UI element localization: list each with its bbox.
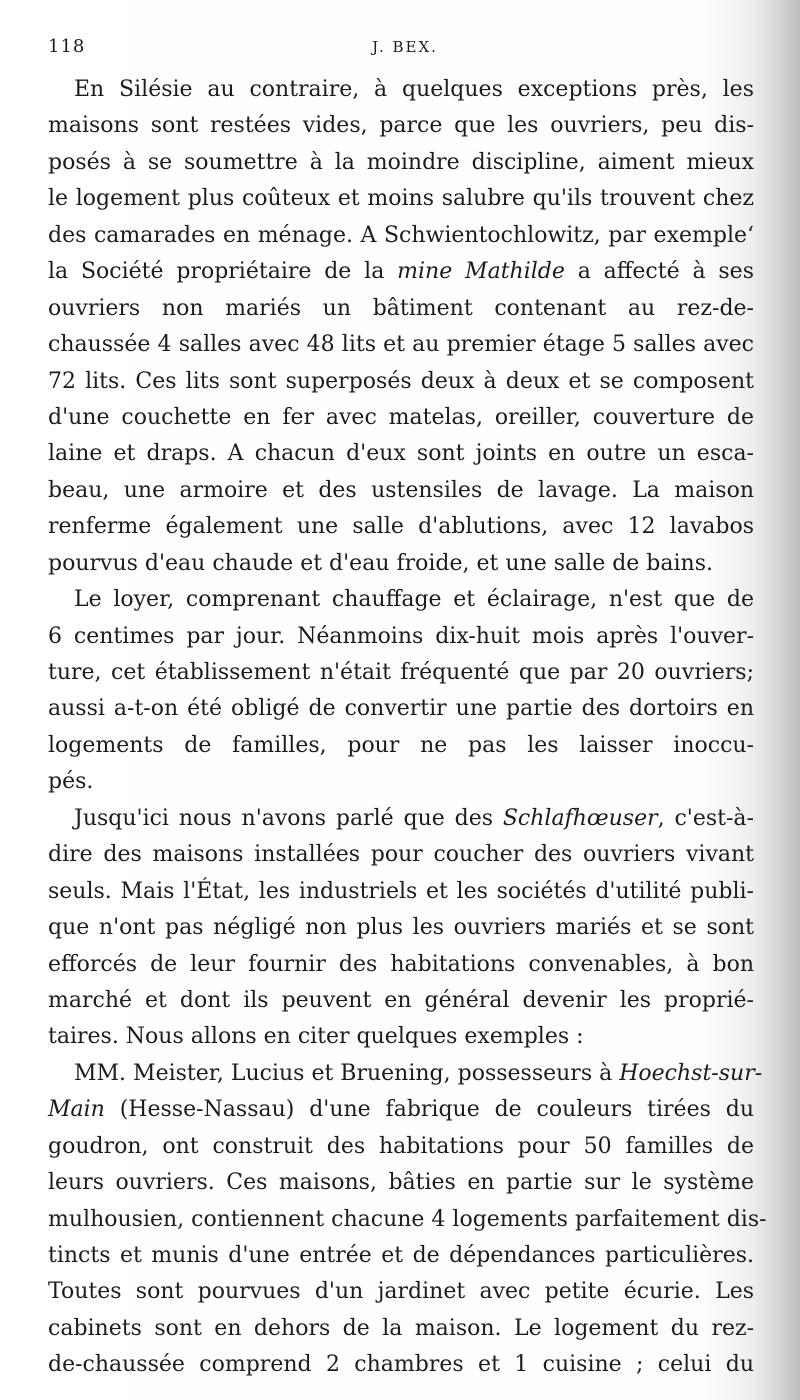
text-line	[48, 1092, 754, 1128]
text-line: pourvus d'eau chaude et d'eau froide, et une salle de bains.	[48, 550, 713, 576]
text-line: laine et draps. A chacun d'eux sont joints en outre un esca-	[48, 441, 754, 467]
text-line: Le loyer, comprenant chauffage et éclairage, n'est que de	[74, 587, 754, 613]
text-line: le logement plus coûteux et moins salubre qu'ils trouvent chez	[48, 186, 754, 212]
text-span: Jusqu'ici nous n'avons parlé que des	[74, 805, 503, 831]
text-span: MM. Meister, Lucius et Bruening, possesseurs à	[74, 1060, 620, 1086]
page-header	[48, 34, 762, 62]
text-line: pés.	[48, 769, 94, 795]
text-line: seuls. Mais l'État, les industriels et les sociétés d'utilité publi-	[48, 878, 754, 904]
text-line: chaussée 4 salles avec 48 lits et au premier étage 5 salles avec	[48, 332, 754, 358]
italic-text: mine Mathilde	[397, 259, 565, 285]
text-line: que n'ont pas négligé non plus les ouvriers mariés et se sont	[48, 915, 754, 941]
running-head: J. BEX.	[372, 38, 438, 56]
text-line: taires. Nous allons en citer quelques exemples :	[48, 1024, 584, 1050]
text-line: En Silésie au contraire, à quelques exceptions près, les	[74, 77, 754, 102]
text-line: posés à se soumettre à la moindre discipline, aiment mieux	[48, 149, 754, 175]
text-line: des camarades en ménage. A Schwientochlowitz, par exemple‘	[48, 222, 754, 248]
text-line: renferme également une salle d'ablutions, avec 12 lavabos	[48, 514, 754, 540]
text-line: beau, une armoire et des ustensiles de lavage. La maison	[48, 477, 754, 503]
text-line: 6 centimes par jour. Néanmoins dix-huit mois après l'ouver-	[48, 623, 754, 649]
text-line: dire des maisons installées pour coucher des ouvriers vivant	[48, 842, 754, 868]
text-line: ouvriers non mariés un bâtiment contenant au rez-de-	[48, 295, 754, 321]
text-line	[48, 1056, 763, 1092]
page-number: 118	[48, 36, 86, 57]
text-line: ture, cet établissement n'était fréquenté que par 20 ouvriers;	[48, 660, 754, 685]
text-span: la Société propriétaire de la	[48, 259, 398, 285]
text-line: goudron, ont construit des habitations pour 50 familles de	[48, 1133, 754, 1159]
text-line: tincts et munis d'une entrée et de dépendances particulières.	[48, 1243, 754, 1268]
text-line: mulhousien, contiennent chacune 4 logements parfaitement dis-	[48, 1206, 767, 1232]
text-line: aussi a-t-on été obligé de convertir une partie des dortoirs en	[48, 696, 754, 722]
text-line: logements de familles, pour ne pas les laisser inoccu-	[48, 732, 754, 758]
text-line: leurs ouvriers. Ces maisons, bâties en partie sur le système	[48, 1170, 754, 1196]
text-line: efforcés de leur fournir des habitations convenables, à bon	[48, 951, 754, 977]
italic-text: Schlafhœuser	[502, 805, 658, 831]
italic-text: Main	[48, 1097, 105, 1123]
text-line: 72 lits. Ces lits sont superposés deux à deux et se composent	[48, 368, 754, 394]
text-line: d'une couchette en fer avec matelas, oreiller, couverture de	[48, 404, 754, 430]
text-line: maisons sont restées vides, parce que les ouvriers, peu dis-	[48, 113, 754, 139]
text-line	[48, 254, 754, 290]
text-line: marché et dont ils peuvent en général devenir les proprié-	[48, 987, 754, 1013]
text-span: a affecté à ses	[564, 259, 754, 285]
body-text	[48, 72, 767, 1384]
text-line: Toutes sont pourvues d'un jardinet avec petite écurie. Les	[48, 1279, 754, 1305]
text-span: , c'est-à-	[657, 805, 754, 831]
text-line: cabinets sont en dehors de la maison. Le logement du rez-	[48, 1315, 754, 1341]
text-span: (Hesse-Nassau) d'une fabrique de couleurs tirées du	[104, 1097, 754, 1123]
italic-text: Hoechst-sur-	[619, 1060, 763, 1086]
text-line	[48, 801, 754, 837]
text-line: de-chaussée comprend 2 chambres et 1 cuisine ; celui du	[48, 1352, 754, 1378]
